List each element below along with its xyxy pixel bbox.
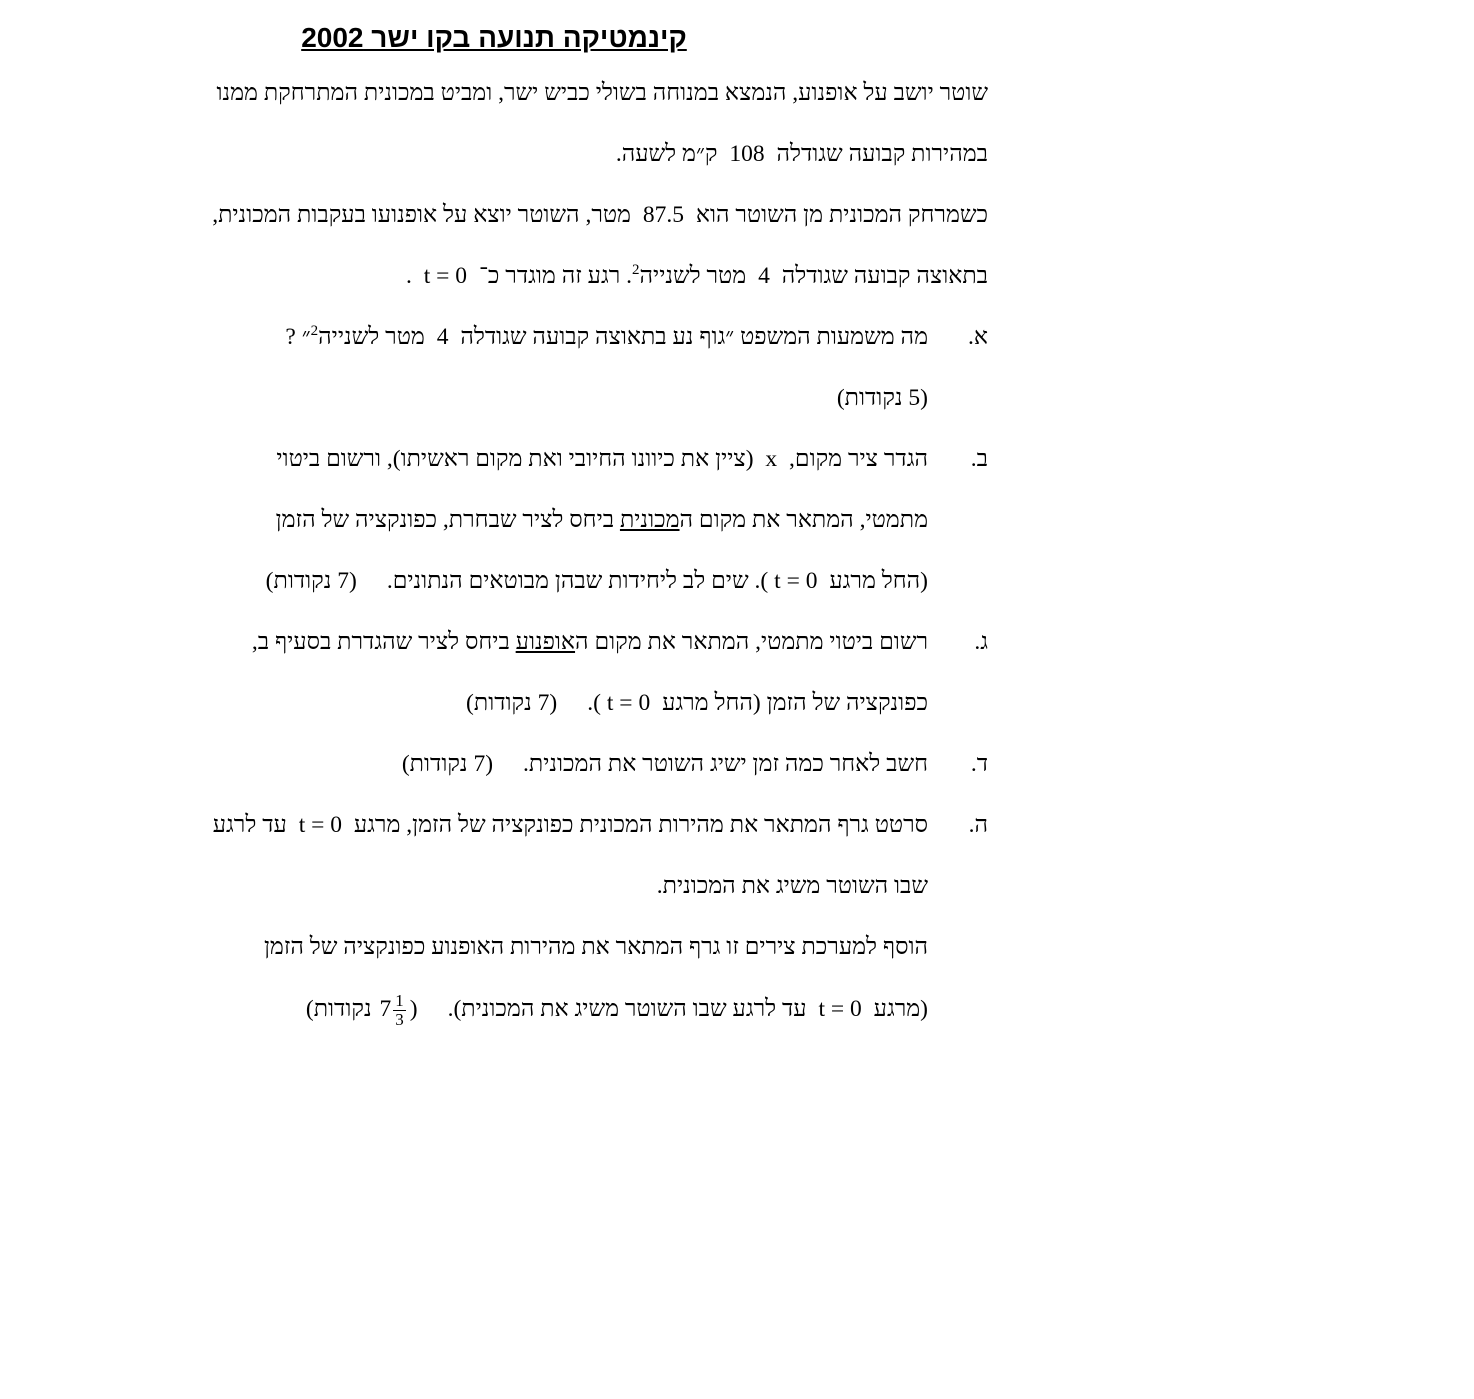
- intro-line-1: שוטר יושב על אופנוע, הנמצא במנוחה בשולי כביש ישר, ומביט במכונית המתרחקת ממנו: [216, 80, 988, 106]
- question-b-line-1: הגדר ציר מקום, x (ציין את כיוונו החיובי ואת מקום ראשיתו), ורשום ביטוי: [276, 446, 928, 472]
- question-b-line-3: (החל מרגע t = 0). שים לב ליחידות שבהן מבוטאים הנתונים.(7 נקודות): [265, 568, 928, 594]
- question-c-line-2: כפונקציה של הזמן (החל מרגע t = 0).(7 נקודות): [466, 690, 928, 716]
- intro-line-2: במהירות קבועה שגודלה 108 ק״מ לשעה.: [50, 138, 988, 170]
- question-d-line-1: חשב לאחר כמה זמן ישיג השוטר את המכונית.(7 נקודות): [401, 751, 928, 777]
- question-a-label: א.: [968, 324, 988, 350]
- page-title: קינמטיקה תנועה בקו ישר 2002: [301, 22, 687, 53]
- question-b-line-2: מתמטי, המתאר את מקום המכונית ביחס לציר שבחרת, כפונקציה של הזמן: [275, 507, 928, 533]
- question-d-points: (7 נקודות): [401, 751, 494, 777]
- question-c-label: ג.: [974, 629, 988, 655]
- acceleration-value: 4: [758, 263, 770, 289]
- question-e-line-3: הוסף למערכת צירים זו גרף המתאר את מהירות האופנוע כפונקציה של הזמן: [263, 934, 928, 960]
- question-c-line-1: רשום ביטוי מתמטי, המתאר את מקום האופנוע ביחס לציר שהגדרת בסעיף ב,: [251, 629, 928, 655]
- question-e-label: ה.: [968, 812, 988, 838]
- question-a-points: (5 נקודות): [836, 385, 928, 411]
- intro-line-3: כשמרחק המכונית מן השוטר הוא 87.5 מטר, השוטר יוצא על אופנועו בעקבות המכונית,: [50, 199, 988, 231]
- t0-expression: t = 0: [423, 263, 468, 289]
- speed-value: 108: [729, 141, 765, 167]
- question-b-label: ב.: [970, 446, 988, 472]
- question-e-line-1: סרטט גרף המתאר את מהירות המכונית כפונקציה של הזמן, מרגע t = 0 עד לרגע: [212, 812, 928, 838]
- intro-line-4: בתאוצה קבועה שגודלה 4 מטר לשנייה$^2$. רגע זה מוגדר כ־ t = 0 .: [50, 260, 988, 292]
- distance-value: 87.5: [642, 202, 684, 228]
- question-a-line-1: מה משמעות המשפט ״גוף נע בתאוצה קבועה שגודלה 4 מטר לשנייה$^2$״ ?: [285, 323, 928, 350]
- fraction-one-third: $\frac{1}{3}$: [395, 991, 404, 1029]
- question-e-line-2: שבו השוטר משיג את המכונית.: [656, 873, 928, 899]
- question-c-points: (7 נקודות): [466, 690, 558, 716]
- question-e-points: (7 $\frac{1}{3}$ נקודות): [305, 991, 418, 1029]
- question-e-line-4: (מרגע t = 0 עד לרגע שבו השוטר משיג את המכונית).(7 $\frac{1}{3}$ נקודות): [305, 991, 928, 1029]
- question-d-label: ד.: [970, 751, 988, 777]
- question-b-points: (7 נקודות): [265, 568, 357, 594]
